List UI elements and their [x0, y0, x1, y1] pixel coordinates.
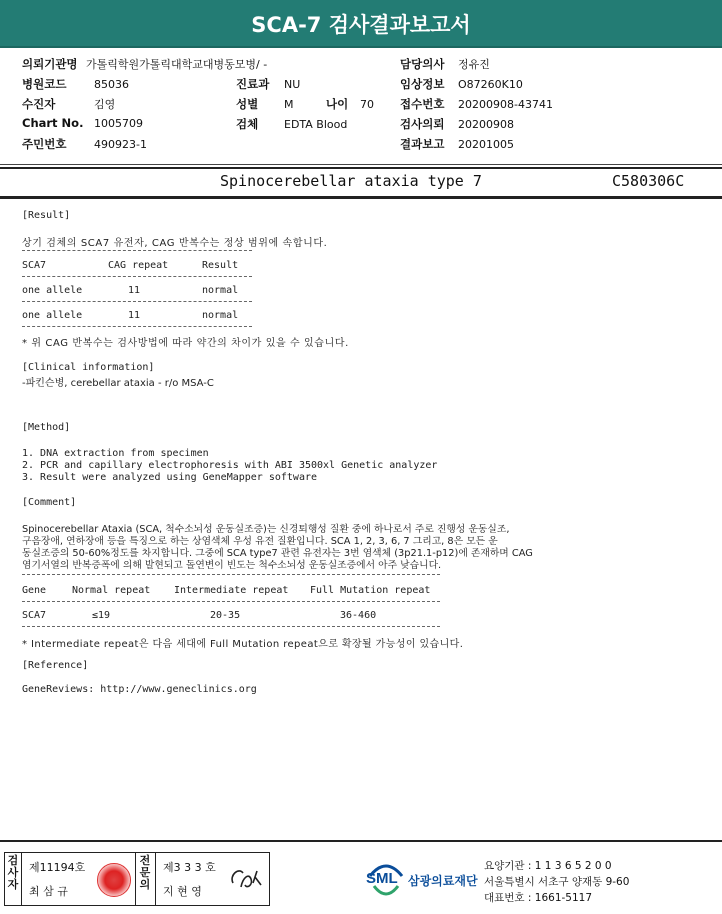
- org-address: 서울특별시 서초구 양재동 9-60: [484, 876, 630, 888]
- signer2-name: 지 현 영: [163, 885, 202, 898]
- method-heading: [Method]: [22, 422, 71, 433]
- report-title: SCA-7 검사결과보고서: [0, 0, 722, 48]
- result-row-1-allele: one allele: [22, 285, 83, 296]
- result-summary: 상기 검체의 SCA7 유전자, CAG 반복수는 정상 범위에 속합니다.: [22, 238, 328, 249]
- care-institution-no: 요양기관 : 1 1 3 6 5 2 0 0: [484, 860, 612, 872]
- info-row-doctor: 담당의사 정유진: [400, 57, 490, 71]
- info-row-receipt-no: 접수번호 20200908-43741: [400, 97, 553, 111]
- table-rule: [22, 601, 440, 602]
- method-step-3: 3. Result were analyzed using GeneMapper software: [22, 472, 318, 483]
- comment-header-intermediate: Intermediate repeat: [174, 585, 289, 596]
- method-step-1: 1. DNA extraction from specimen: [22, 448, 209, 459]
- method-step-2: 2. PCR and capillary electrophoresis with ABI 3500xl Genetic analyzer: [22, 460, 438, 471]
- comment-line-2: 구음장애, 연하장애 등을 특징으로 하는 상염색체 우성 유전 질환입니다. SCA 1, 2, 3, 6, 7 그리고, 8은 모든 운: [22, 536, 498, 547]
- table-rule: [22, 326, 252, 327]
- info-row-patient-name: 수진자 김영: [22, 97, 116, 111]
- result-row-2-repeat: 11: [128, 310, 141, 321]
- divider: [155, 853, 156, 905]
- table-rule: [22, 301, 252, 302]
- signature: [227, 863, 263, 895]
- test-banner: [0, 172, 722, 194]
- comment-line-3: 동실조증의 50-60%정도를 차지합니다. 그중에 SCA type7 관련 유전자는 3번 염색체 (3p21.1-p12)에 존재하며 CAG: [22, 548, 533, 559]
- test-code: C580306C: [612, 172, 685, 190]
- info-row-sex: 성별 M: [236, 97, 294, 111]
- footer-divider: [0, 840, 722, 842]
- org-phone: 대표번호 : 1661-5117: [484, 892, 593, 904]
- result-row-1-repeat: 11: [128, 285, 141, 296]
- divider: [0, 196, 722, 199]
- reference-heading: [Reference]: [22, 660, 89, 671]
- comment-header-full: Full Mutation repeat: [310, 585, 431, 596]
- comment-line-4: 염기서열의 반복증폭에 의해 발현되고 돌연변이 빈도는 척수소뇌성 운동실조증에서 아주 낮습니다.: [22, 560, 442, 571]
- clinical-text: -파킨슨병, cerebellar ataxia - r/o MSA-C: [22, 378, 214, 389]
- table-rule: [22, 574, 440, 575]
- result-heading: [Result]: [22, 210, 71, 221]
- reference-text: GeneReviews: http://www.geneclinics.org: [22, 684, 257, 695]
- divider: [0, 164, 722, 165]
- info-row-clinical-code: 임상정보 O87260K10: [400, 77, 523, 91]
- info-row-resident-no: 주민번호 490923-1: [22, 137, 147, 151]
- comment-row-gene: SCA7: [22, 610, 47, 621]
- divider: [21, 853, 22, 905]
- result-header-repeat: CAG repeat: [108, 260, 169, 271]
- info-row-request-date: 검사의뢰 20200908: [400, 117, 514, 131]
- divider: [0, 167, 722, 169]
- info-row-chart-no: Chart No. 1005709: [22, 116, 143, 130]
- result-header-result: Result: [202, 260, 239, 271]
- comment-header-normal: Normal repeat: [72, 585, 151, 596]
- signer1-title: 검사자: [7, 854, 19, 891]
- signer1-name: 최 삼 규: [29, 885, 68, 898]
- comment-row-full: 36-460: [340, 610, 377, 621]
- info-row-age: 나이 70: [326, 97, 374, 111]
- signer2-license: 제3 3 3 호: [163, 861, 216, 874]
- info-row-institution: 의뢰기관명 가톨릭학원가톨릭대학교대병동모병/ -: [22, 57, 268, 71]
- info-row-department: 진료과 NU: [236, 77, 301, 91]
- signer2-title: 전문의: [139, 854, 151, 891]
- clinical-heading: [Clinical information]: [22, 362, 155, 373]
- table-rule: [22, 276, 252, 277]
- comment-line-1: Spinocerebellar Ataxia (SCA, 척수소뇌성 운동실조증)는 신경퇴행성 질환 중에 하나로서 주로 진행성 운동실조,: [22, 524, 510, 535]
- test-name: Spinocerebellar ataxia type 7: [220, 172, 482, 190]
- comment-heading: [Comment]: [22, 497, 77, 508]
- org-name: 삼광의료재단: [408, 874, 478, 888]
- result-note: * 위 CAG 반복수는 검사방법에 따라 약간의 차이가 있을 수 있습니다.: [22, 338, 349, 349]
- result-row-2-allele: one allele: [22, 310, 83, 321]
- divider: [135, 853, 136, 905]
- info-row-hospital-code: 병원코드 85036: [22, 77, 129, 91]
- comment-note: * Intermediate repeat은 다음 세대에 Full Mutation repeat으로 확장될 가능성이 있습니다.: [22, 639, 464, 650]
- sml-logo-text: SML: [366, 870, 398, 887]
- patient-info-header: [0, 48, 722, 166]
- info-row-specimen: 검체 EDTA Blood: [236, 117, 348, 131]
- signature-box: [4, 852, 270, 906]
- comment-row-normal: ≤19: [92, 610, 111, 621]
- seal-stamp: [97, 863, 131, 897]
- signer1-license: 제11194호: [29, 861, 86, 874]
- comment-header-gene: Gene: [22, 585, 47, 596]
- result-header-gene: SCA7: [22, 260, 47, 271]
- comment-row-intermediate: 20-35: [210, 610, 241, 621]
- table-rule: [22, 626, 440, 627]
- result-row-2-result: normal: [202, 310, 239, 321]
- result-row-1-result: normal: [202, 285, 239, 296]
- table-rule: [22, 250, 252, 251]
- info-row-report-date: 결과보고 20201005: [400, 137, 514, 151]
